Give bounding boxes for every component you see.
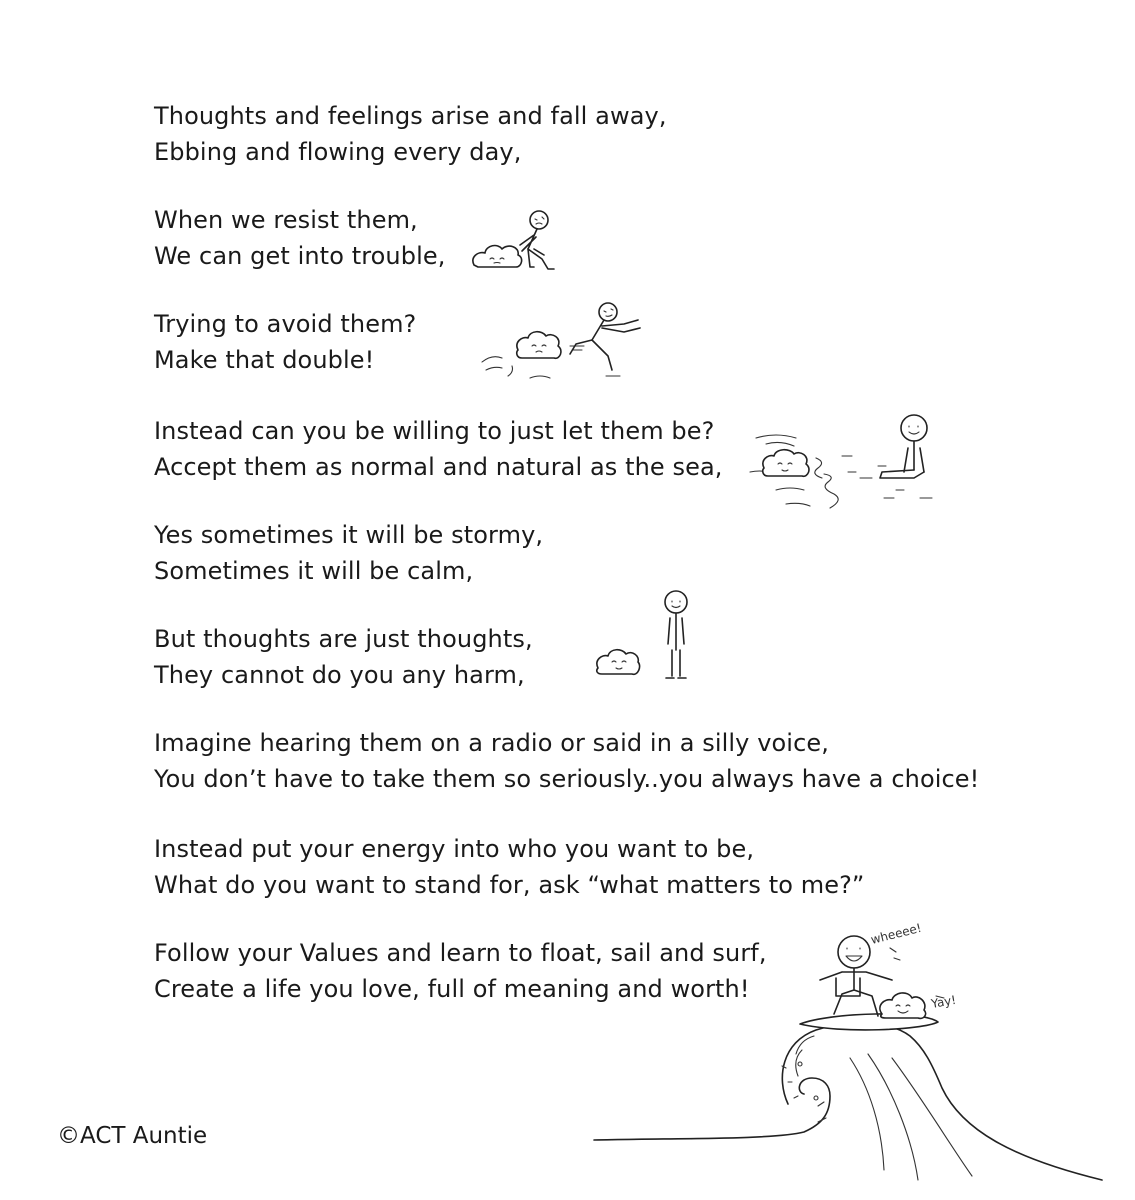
sitting-with-cloud-icon xyxy=(746,408,951,518)
poem-line: Instead can you be willing to just let them be? xyxy=(154,417,715,445)
poem-line: Make that double! xyxy=(154,346,375,374)
poem-line: They cannot do you any harm, xyxy=(154,661,525,689)
running-from-cloud-icon xyxy=(478,298,658,383)
copyright-notice: ©ACT Auntie xyxy=(57,1123,208,1149)
poem-line: Follow your Values and learn to float, sail and surf, xyxy=(154,939,767,967)
poem-line: Create a life you love, full of meaning and worth! xyxy=(154,975,750,1003)
poem-line: What do you want to stand for, ask “what matters to me?” xyxy=(154,871,865,899)
poem-line: Ebbing and flowing every day, xyxy=(154,138,522,166)
poem-line: Trying to avoid them? xyxy=(154,310,417,338)
poem-line: Instead put your energy into who you want to be, xyxy=(154,835,755,863)
surf-cloud-exclamation: Yay! xyxy=(930,992,958,1011)
standing-beside-cloud-icon xyxy=(592,590,702,685)
surfing-wave-icon xyxy=(592,918,1107,1200)
poem-line: When we resist them, xyxy=(154,206,418,234)
poem-line: Yes sometimes it will be stormy, xyxy=(154,521,544,549)
poem-line: Thoughts and feelings arise and fall away, xyxy=(154,102,667,130)
poem-line: Accept them as normal and natural as the sea, xyxy=(154,453,723,481)
poem-line: But thoughts are just thoughts, xyxy=(154,625,533,653)
surf-person-exclamation: wheeee! xyxy=(869,920,923,947)
poem-line: You don’t have to take them so seriously..you always have a choice! xyxy=(154,765,980,793)
poem-line: We can get into trouble, xyxy=(154,242,446,270)
pushing-cloud-icon xyxy=(470,205,575,275)
poem-line: Imagine hearing them on a radio or said in a silly voice, xyxy=(154,729,829,757)
poem-line: Sometimes it will be calm, xyxy=(154,557,474,585)
